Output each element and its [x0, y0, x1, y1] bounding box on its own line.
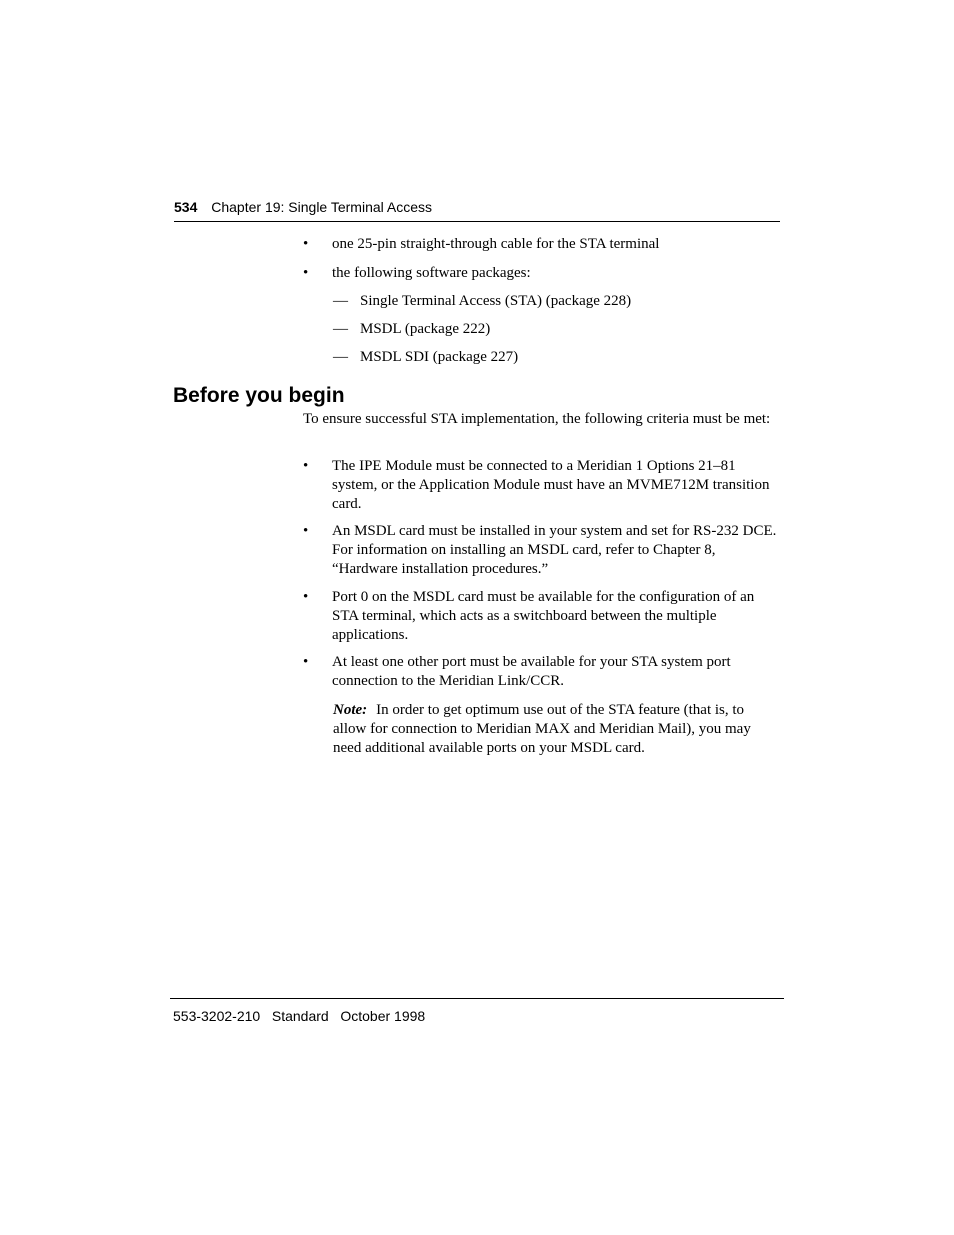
bullet-icon: • — [303, 458, 309, 474]
note-text: In order to get optimum use out of the STA feature (that is, to allow for connection to Meridian MAX and Meridian Mail), you may need additional available ports on your MSDL card. — [333, 702, 751, 756]
package-text: Single Terminal Access (STA) (package 228) — [360, 293, 632, 309]
page-number: 534 — [174, 199, 198, 215]
footer-divider — [170, 998, 784, 999]
note-label: Note: — [333, 702, 368, 718]
package-text: MSDL SDI (package 227) — [360, 349, 519, 365]
page-header — [174, 199, 780, 222]
bullet-icon: • — [303, 523, 309, 539]
criteria-text: At least one other port must be available for your STA system port connection to the Meridian Link/CCR. — [332, 654, 731, 689]
criteria-text: Port 0 on the MSDL card must be available for the configuration of an STA terminal, which acts as a switchboard between the multiple applications. — [332, 589, 755, 643]
list-item-text: one 25-pin straight-through cable for the STA terminal — [332, 236, 660, 252]
package-text: MSDL (package 222) — [360, 321, 491, 337]
bullet-icon: • — [303, 236, 309, 252]
note-block — [333, 701, 773, 758]
bullet-icon: • — [303, 265, 309, 281]
section-heading: Before you begin — [173, 384, 345, 407]
dash-icon: — — [333, 349, 348, 365]
page-footer: 553-3202-210 Standard October 1998 — [173, 1008, 426, 1024]
bullet-icon: • — [303, 654, 309, 670]
section-intro: To ensure successful STA implementation, the following criteria must be met: — [303, 411, 771, 427]
criteria-text: The IPE Module must be connected to a Meridian 1 Options 21–81 system, or the Application Module must have an MVME712M transition card. — [332, 458, 770, 512]
criteria-text: An MSDL card must be installed in your system and set for RS-232 DCE. For information on installing an MSDL card, refer to Chapter 8, “Hardware installation procedures.” — [332, 523, 777, 577]
dash-icon: — — [333, 293, 348, 309]
bullet-icon: • — [303, 589, 309, 605]
list-item-text: the following software packages: — [332, 265, 531, 281]
chapter-title: Chapter 19: Single Terminal Access — [211, 199, 432, 215]
dash-icon: — — [333, 321, 348, 337]
